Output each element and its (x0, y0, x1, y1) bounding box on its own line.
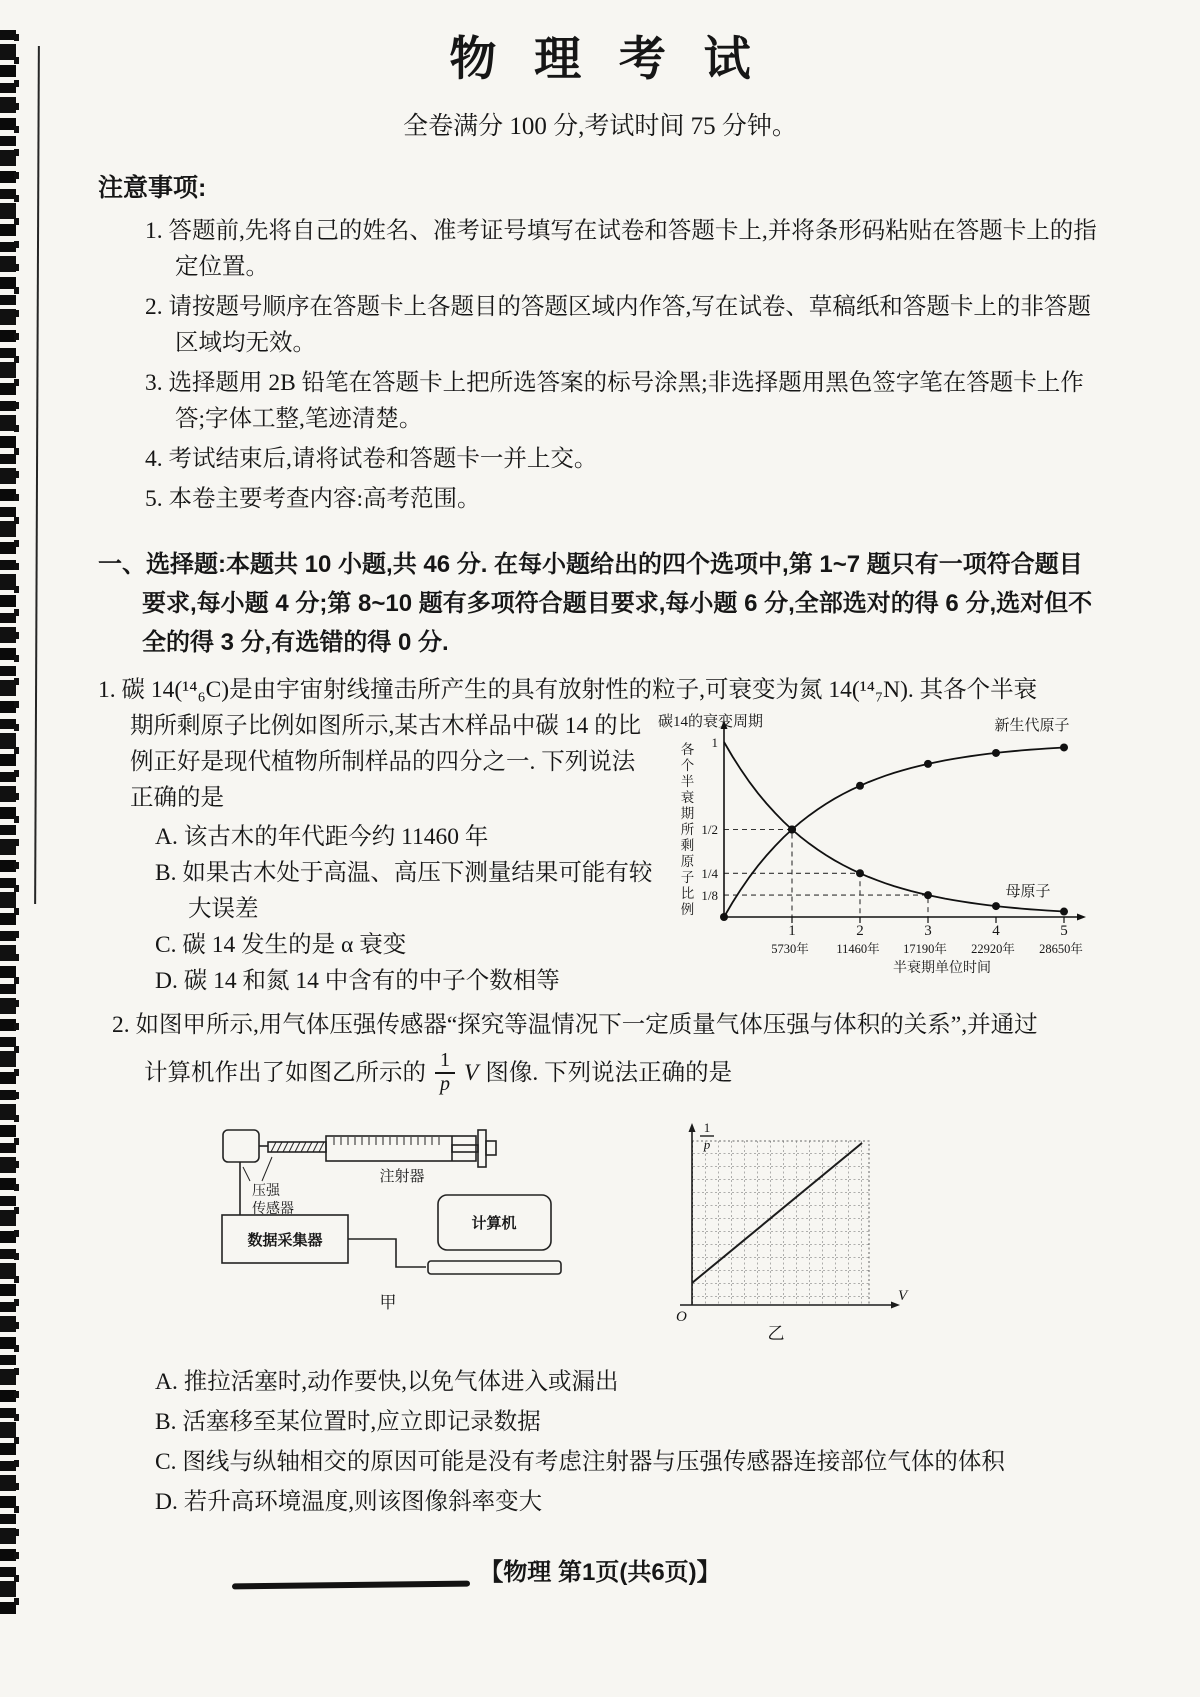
graph-ylabel-numerator: 1 (703, 1120, 711, 1135)
new-atoms-label: 新生代原子 (994, 718, 1070, 734)
q1-chart-ylabel: 各个半衰期所剩原子比例 (680, 742, 695, 917)
graph-grid (692, 1141, 869, 1305)
fraction-denominator: p (435, 1072, 455, 1096)
figure-jia-caption: 甲 (379, 1293, 397, 1312)
chart-title: 碳14的衰变周期 (658, 714, 764, 730)
notice-item-2: 2. 请按题号顺序在答题卡上各题目的答题区域内作答,写在试卷、草稿纸和答题卡上的非答题区域均无效。 (145, 294, 1091, 356)
q2-text-pre: 计算机作出了如图乙所示的 (144, 1060, 426, 1086)
notice-list (98, 213, 1102, 517)
plunger-knob (486, 1141, 496, 1155)
graph-ylabel-denominator: p (703, 1137, 711, 1152)
syringe-scale-ticks (334, 1137, 439, 1145)
plunger-flange (478, 1130, 486, 1167)
scan-fold-line (34, 46, 40, 904)
apparatus-diagram (216, 1115, 596, 1315)
q1-decay-chart-figure (654, 712, 1102, 999)
rod-hatching (271, 1142, 324, 1152)
exam-subtitle: 全卷满分 100 分,考试时间 75 分钟。 (403, 113, 797, 140)
question-2-text: 2. 如图甲所示,用气体压强传感器“探究等温情况下一定质量气体压强与体积的关系”,并通过 (112, 1012, 1038, 1038)
year-label-4: 22920年 (971, 942, 1015, 956)
year-label-1: 5730年 (771, 942, 809, 956)
data-collector-label: 数据采集器 (247, 1232, 323, 1249)
x-axis-arrow (1077, 914, 1086, 921)
y-tick-1-4: 1/4 (701, 866, 718, 881)
year-label-3: 17190年 (903, 942, 947, 956)
notice-item-5: 5. 本卷主要考查内容:高考范围。 (145, 486, 481, 512)
graph-origin-label: O (676, 1309, 687, 1325)
page-content (98, 22, 1102, 1587)
figure-yi-caption: 乙 (767, 1324, 785, 1343)
pressure-sensor-label-line1: 压强 (252, 1182, 280, 1198)
year-label-5: 28650年 (1039, 942, 1083, 956)
piston-rod (452, 1145, 478, 1152)
q2-text-post: 图像. 下列说法正确的是 (485, 1060, 733, 1086)
question-1-body (98, 708, 1102, 999)
graph-y-arrow (689, 1123, 696, 1132)
q1-option-a: A. 该古木的年代距今约 11460 年 (155, 824, 489, 850)
syringe-label: 注射器 (379, 1168, 425, 1185)
section-1-heading: 一、选择题:本题共 10 小题,共 46 分. 在每小题给出的四个选项中,第 1~7 题只有一项符合题目要求,每小题 4 分;第 8~10 题有多项符合题目要求,每小题 6 分,全部选对的得 6 分,选对但不全的得 3 分,有选错的得 0 分. (98, 551, 1093, 656)
x-tick-5: 5 (1060, 923, 1068, 939)
page-footer: 【物理 第1页(共6页)】 (479, 1559, 721, 1586)
p-v-graph (654, 1115, 914, 1345)
q2-apparatus-figure (216, 1115, 596, 1320)
pressure-sensor-box (223, 1130, 259, 1162)
notice-heading: 注意事项: (98, 174, 207, 202)
year-label-2: 11460年 (836, 942, 880, 956)
scan-binding-artifact (0, 30, 16, 1620)
question-2-text-continued (98, 1045, 1102, 1101)
q2-option-b: B. 活塞移至某位置时,应立即记录数据 (155, 1409, 541, 1435)
pressure-sensor-label-line2: 传感器 (252, 1200, 294, 1216)
fraction-numerator: 1 (440, 1049, 450, 1072)
notice-item-1: 1. 答题前,先将自己的姓名、准考证号填写在试卷和答题卡上,并将条形码粘贴在答题卡上的指定位置。 (145, 218, 1097, 280)
notice-item-3: 3. 选择题用 2B 铅笔在答题卡上把所选答案的标号涂黑;非选择题用黑色签字笔在答题卡上作答;字体工整,笔迹清楚。 (145, 370, 1084, 432)
decay-chart (654, 712, 1102, 984)
graph-xlabel: V (898, 1288, 908, 1304)
x-tick-4: 4 (992, 923, 1000, 939)
collector-computer-wire (348, 1239, 426, 1267)
y-tick-1: 1 (711, 735, 718, 750)
y-tick-1-2: 1/2 (701, 822, 718, 837)
q1-option-b: B. 如果古木处于高温、高压下测量结果可能有较大误差 (155, 860, 653, 922)
question-1-text: 1. 碳 14(¹⁴₆C)是由宇宙射线撞击所产生的具有放射性的粒子,可衰变为氮 14(¹⁴₇N). 其各个半衰 (98, 677, 1038, 703)
question-1-left-column (98, 708, 654, 999)
question-2-figures (98, 1115, 1102, 1350)
x-tick-2: 2 (856, 923, 864, 939)
question-1-text-continued: 期所剩原子比例如图所示,某古木样品中碳 14 的比例正好是现代植物所制样品的四分之一. 下列说法正确的是 (130, 713, 642, 811)
q2-option-a: A. 推拉活塞时,动作要快,以免气体进入或漏出 (155, 1369, 619, 1395)
y-tick-1-8: 1/8 (701, 888, 718, 903)
notice-item-4: 4. 考试结束后,请将试卷和答题卡一并上交。 (145, 446, 598, 472)
computer-base (428, 1261, 561, 1274)
dashed-guides (724, 830, 928, 918)
q2-option-d: D. 若升高环境温度,则该图像斜率变大 (155, 1489, 543, 1515)
q2-option-c: C. 图线与纵轴相交的原因可能是没有考虑注射器与压强传感器连接部位气体的体积 (155, 1449, 1005, 1475)
q2-variable-v: V (464, 1060, 479, 1086)
question-2-options (98, 1362, 1102, 1522)
question-1-options (98, 819, 654, 999)
q1-option-d: D. 碳 14 和氮 14 中含有的中子个数相等 (155, 968, 560, 994)
q2-graph-figure (654, 1115, 914, 1350)
computer-label: 计算机 (471, 1215, 517, 1232)
chart-xlabel: 半衰期单位时间 (893, 961, 991, 976)
x-tick-3: 3 (924, 923, 932, 939)
parent-atoms-label: 母原子 (1005, 884, 1051, 900)
fraction-1-over-p (435, 1050, 455, 1095)
x-tick-1: 1 (788, 923, 796, 939)
exam-title: 物 理 考 试 (449, 34, 764, 86)
q1-option-c: C. 碳 14 发生的是 α 衰变 (155, 932, 407, 958)
